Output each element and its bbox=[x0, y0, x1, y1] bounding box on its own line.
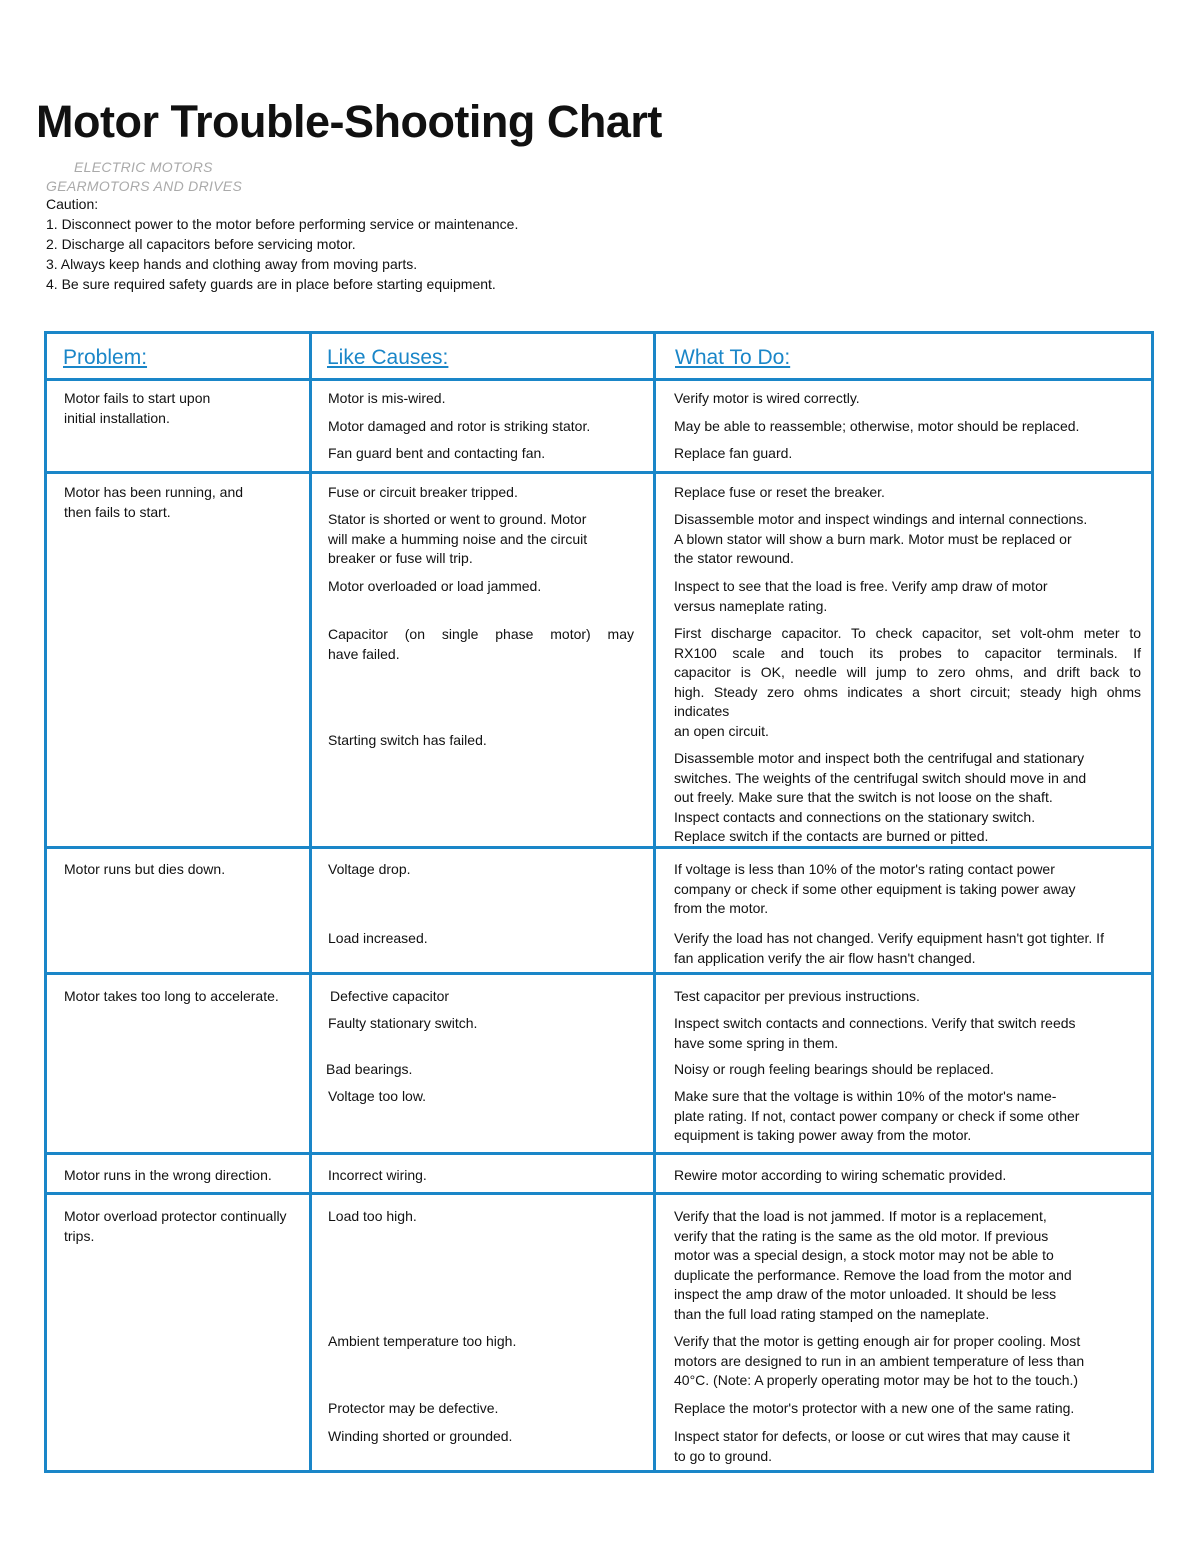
column-divider bbox=[653, 334, 656, 1470]
column-divider bbox=[309, 334, 312, 1470]
brand-line-2: GEARMOTORS AND DRIVES bbox=[46, 178, 243, 194]
action-line: from the motor. bbox=[674, 900, 769, 916]
cause-text: Bad bearings. bbox=[326, 1061, 413, 1077]
troubleshooting-table bbox=[44, 331, 1154, 1473]
cause-text: Motor overloaded or load jammed. bbox=[328, 578, 542, 594]
action-line: Verify that the load is not jammed. If motor is a replacement, bbox=[674, 1208, 1047, 1224]
row-divider bbox=[47, 1152, 1151, 1155]
caution-item: 1. Disconnect power to the motor before performing service or maintenance. bbox=[46, 216, 519, 232]
cause-text: Load too high. bbox=[328, 1208, 417, 1224]
cause-text: Defective capacitor bbox=[330, 988, 450, 1004]
action-line: out freely. Make sure that the switch is not loose on the shaft. bbox=[674, 789, 1053, 805]
action-line: indicates bbox=[674, 703, 730, 719]
cause-text: Ambient temperature too high. bbox=[328, 1333, 517, 1349]
cause-text: Fan guard bent and contacting fan. bbox=[328, 445, 546, 461]
row-divider bbox=[47, 378, 1151, 381]
cause-line: have failed. bbox=[328, 645, 400, 662]
action-line: 40°C. (Note: A properly operating motor may be hot to the touch.) bbox=[674, 1372, 1079, 1388]
action-line: switches. The weights of the centrifugal switch should move in and bbox=[674, 769, 1087, 786]
cause-text: Load increased. bbox=[328, 930, 428, 946]
cause-text bbox=[328, 625, 634, 664]
cause-text: Winding shorted or grounded. bbox=[328, 1428, 513, 1444]
problem-line: initial installation. bbox=[64, 409, 170, 426]
action-line: than the full load rating stamped on the nameplate. bbox=[674, 1305, 990, 1322]
action-line: motors are designed to run in an ambient temperature of less than bbox=[674, 1352, 1085, 1369]
action-line: duplicate the performance. Remove the load from the motor and bbox=[674, 1266, 1072, 1283]
action-text bbox=[674, 624, 1141, 741]
action-text: Rewire motor according to wiring schematic provided. bbox=[674, 1167, 1007, 1183]
action-text bbox=[674, 749, 1086, 847]
action-line: Replace switch if the contacts are burned or pitted. bbox=[674, 828, 989, 844]
action-line: fan application verify the air flow hasn't changed. bbox=[674, 949, 976, 966]
problem-cell: Motor runs in the wrong direction. bbox=[64, 1167, 272, 1183]
action-line: Inspect to see that the load is free. Verify amp draw of motor bbox=[674, 578, 1048, 594]
action-line: high. Steady zero ohms indicates a short circuit; steady high ohms bbox=[674, 683, 1141, 700]
brand-line-1: ELECTRIC MOTORS bbox=[74, 159, 213, 175]
cause-text: Starting switch has failed. bbox=[328, 732, 487, 748]
action-text: Verify motor is wired correctly. bbox=[674, 390, 860, 406]
action-line: capacitor is OK, needle will jump to zero ohms, and drift back to bbox=[674, 664, 1141, 680]
action-text: Test capacitor per previous instructions. bbox=[674, 988, 920, 1004]
action-line: equipment is taking power away from the motor. bbox=[674, 1127, 972, 1143]
action-text bbox=[674, 1207, 1072, 1324]
action-text bbox=[674, 860, 1076, 919]
action-line: Verify the load has not changed. Verify equipment hasn't got tighter. If bbox=[674, 930, 1104, 946]
row-divider bbox=[47, 1192, 1151, 1195]
cause-text: Fuse or circuit breaker tripped. bbox=[328, 484, 518, 500]
action-line: the stator rewound. bbox=[674, 550, 794, 566]
cause-line: Stator is shorted or went to ground. Motor bbox=[328, 511, 587, 527]
problem-cell bbox=[64, 389, 210, 428]
problem-line: trips. bbox=[64, 1227, 95, 1244]
header-problem: Problem: bbox=[63, 346, 148, 369]
action-line: plate rating. If not, contact power company or check if some other bbox=[674, 1107, 1080, 1124]
action-text bbox=[674, 1332, 1084, 1391]
cause-text: Voltage drop. bbox=[328, 861, 411, 877]
problem-cell: Motor takes too long to accelerate. bbox=[64, 988, 279, 1004]
action-line: Inspect switch contacts and connections. Verify that switch reeds bbox=[674, 1015, 1076, 1031]
cause-text: Incorrect wiring. bbox=[328, 1167, 427, 1183]
action-line: A blown stator will show a burn mark. Motor must be replaced or bbox=[674, 530, 1072, 547]
action-line: an open circuit. bbox=[674, 722, 769, 739]
cause-text: Protector may be defective. bbox=[328, 1400, 499, 1416]
problem-cell bbox=[64, 1207, 287, 1246]
action-text bbox=[674, 1427, 1070, 1466]
action-line: versus nameplate rating. bbox=[674, 597, 828, 614]
caution-item: 2. Discharge all capacitors before servicing motor. bbox=[46, 236, 356, 252]
action-text bbox=[674, 1087, 1079, 1146]
action-line: Verify that the motor is getting enough air for proper cooling. Most bbox=[674, 1333, 1081, 1349]
problem-line: Motor fails to start upon bbox=[64, 390, 211, 406]
action-line: have some spring in them. bbox=[674, 1034, 839, 1051]
action-text bbox=[674, 577, 1048, 616]
caution-heading: Caution: bbox=[46, 196, 99, 212]
row-divider bbox=[47, 471, 1151, 474]
action-line: Make sure that the voltage is within 10% of the motor's name- bbox=[674, 1088, 1057, 1104]
cause-text: Motor damaged and rotor is striking stator. bbox=[328, 418, 591, 434]
problem-line: Motor has been running, and bbox=[64, 484, 244, 500]
action-line: If voltage is less than 10% of the motor's rating contact power bbox=[674, 861, 1055, 877]
problem-line: then fails to start. bbox=[64, 503, 171, 520]
action-text: Replace fuse or reset the breaker. bbox=[674, 484, 885, 500]
header-causes: Like Causes: bbox=[327, 346, 449, 369]
caution-item: 3. Always keep hands and clothing away from moving parts. bbox=[46, 256, 418, 272]
problem-cell bbox=[64, 483, 243, 522]
action-text: May be able to reassemble; otherwise, motor should be replaced. bbox=[674, 418, 1080, 434]
action-line: First discharge capacitor. To check capacitor, set volt-ohm meter to bbox=[674, 625, 1141, 641]
cause-text: Faulty stationary switch. bbox=[328, 1015, 478, 1031]
action-line: RX100 scale and touch its probes to capacitor terminals. If bbox=[674, 644, 1141, 661]
caution-item: 4. Be sure required safety guards are in place before starting equipment. bbox=[46, 276, 496, 292]
cause-line: will make a humming noise and the circuit bbox=[328, 530, 588, 547]
action-text bbox=[674, 929, 1104, 968]
cause-line: Capacitor (on single phase motor) may bbox=[328, 626, 634, 642]
action-text bbox=[674, 1014, 1076, 1053]
row-divider bbox=[47, 972, 1151, 975]
cause-text bbox=[328, 510, 587, 569]
action-text bbox=[674, 510, 1087, 569]
problem-line: Motor overload protector continually bbox=[64, 1208, 287, 1224]
action-line: Inspect stator for defects, or loose or cut wires that may cause it bbox=[674, 1428, 1071, 1444]
cause-text: Motor is mis-wired. bbox=[328, 390, 446, 406]
action-line: verify that the rating is the same as the old motor. If previous bbox=[674, 1227, 1049, 1244]
action-line: inspect the amp draw of the motor unloaded. It should be less bbox=[674, 1286, 1057, 1302]
action-line: Disassemble motor and inspect both the centrifugal and stationary bbox=[674, 750, 1085, 766]
action-text: Replace the motor's protector with a new one of the same rating. bbox=[674, 1400, 1075, 1416]
action-text: Noisy or rough feeling bearings should be replaced. bbox=[674, 1061, 994, 1077]
action-line: motor was a special design, a stock motor may not be able to bbox=[674, 1247, 1054, 1263]
problem-cell: Motor runs but dies down. bbox=[64, 861, 226, 877]
action-text: Replace fan guard. bbox=[674, 445, 793, 461]
action-line: Inspect contacts and connections on the stationary switch. bbox=[674, 808, 1036, 825]
header-todo: What To Do: bbox=[675, 346, 791, 369]
action-line: company or check if some other equipment is taking power away bbox=[674, 880, 1076, 897]
caution-block bbox=[46, 194, 518, 294]
action-line: to go to ground. bbox=[674, 1447, 773, 1464]
cause-line: breaker or fuse will trip. bbox=[328, 550, 473, 566]
page-title: Motor Trouble-Shooting Chart bbox=[36, 96, 662, 147]
cause-text: Voltage too low. bbox=[328, 1088, 427, 1104]
action-line: Disassemble motor and inspect windings and internal connections. bbox=[674, 511, 1088, 527]
